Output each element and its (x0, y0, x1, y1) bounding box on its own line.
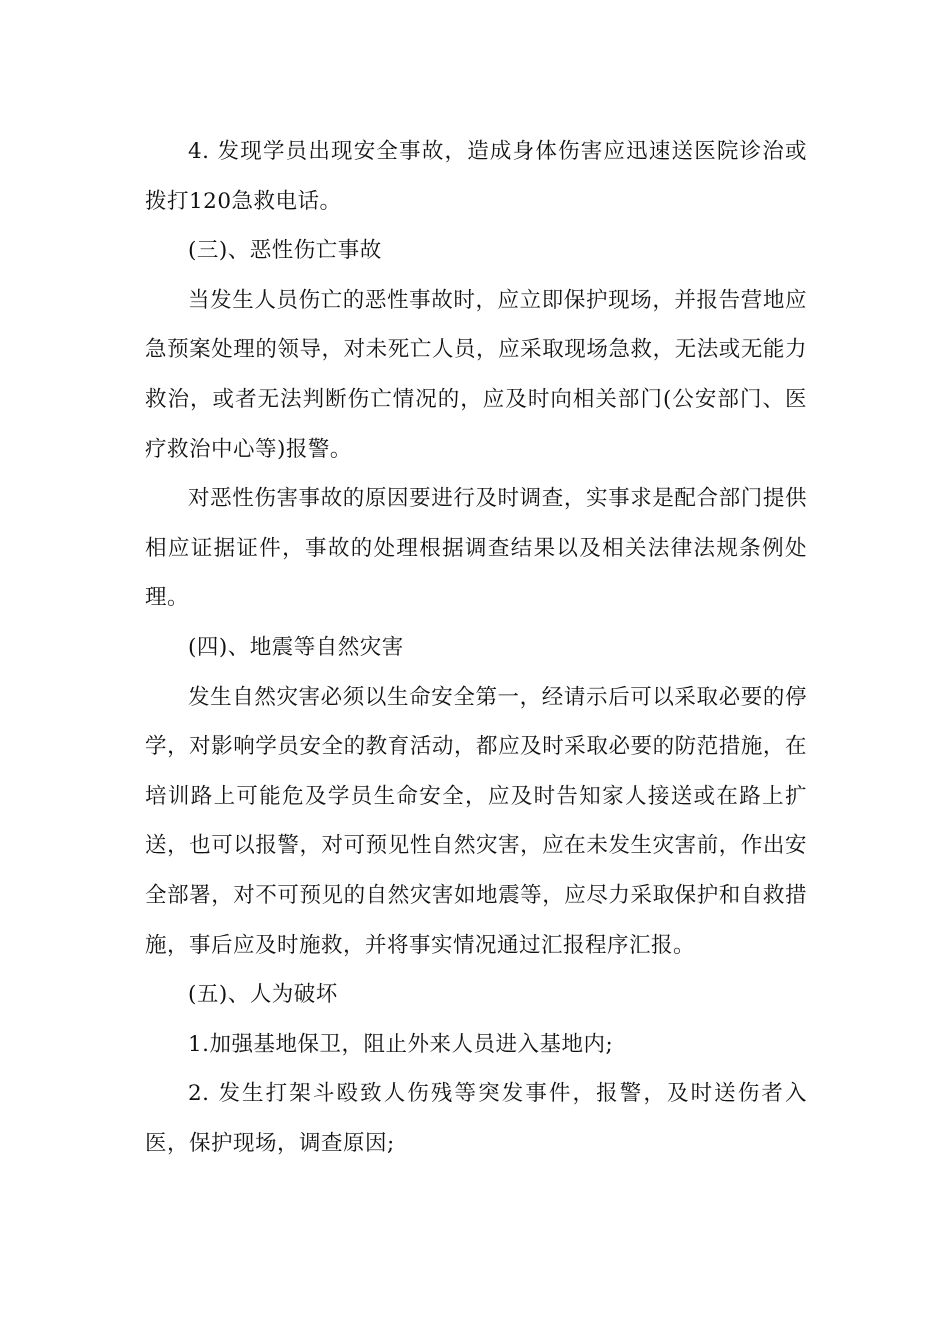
paragraph-fatal-accident-response: 当发生人员伤亡的恶性事故时，应立即保护现场，并报告营地应急预案处理的领导，对未死亡人员，应采取现场急救，无法或无能力救治，或者无法判断伤亡情况的，应及时向相关部门(公安部门、医疗救治中心等)报警。 (145, 287, 807, 462)
paragraph-fatal-accident-investigation: 对恶性伤害事故的原因要进行及时调查，实事求是配合部门提供相应证据证件，事故的处理根据调查结果以及相关法律法规条例处理。 (145, 486, 807, 611)
document-body (145, 127, 807, 1168)
section-heading-human-sabotage: (五)、人为破坏 (188, 982, 338, 1008)
paragraph-item-1-security: 1.加强基地保卫，阻止外来人员进入基地内; (188, 1031, 614, 1057)
paragraph-item-2-fight-incident: 2. 发生打架斗殴致人伤残等突发事件，报警，及时送伤者入医，保护现场，调查原因; (145, 1081, 807, 1156)
paragraph-natural-disaster-response: 发生自然灾害必须以生命安全第一，经请示后可以采取必要的停学，对影响学员安全的教育活动，都应及时采取必要的防范措施，在培训路上可能危及学员生命安全，应及时告知家人接送或在路上扩送，也可以报警，对可预见性自然灾害，应在未发生灾害前，作出安全部署，对不可预见的自然灾害如地震等，应尽力采取保护和自救措施，事后应及时施救，并将事实情况通过汇报程序汇报。 (145, 684, 807, 958)
paragraph-item-4-first-aid: 4. 发现学员出现安全事故，造成身体伤害应迅速送医院诊治或拨打120急救电话。 (145, 139, 807, 214)
section-heading-fatal-accident: (三)、恶性伤亡事故 (188, 238, 382, 264)
section-heading-natural-disaster: (四)、地震等自然灾害 (188, 634, 404, 660)
